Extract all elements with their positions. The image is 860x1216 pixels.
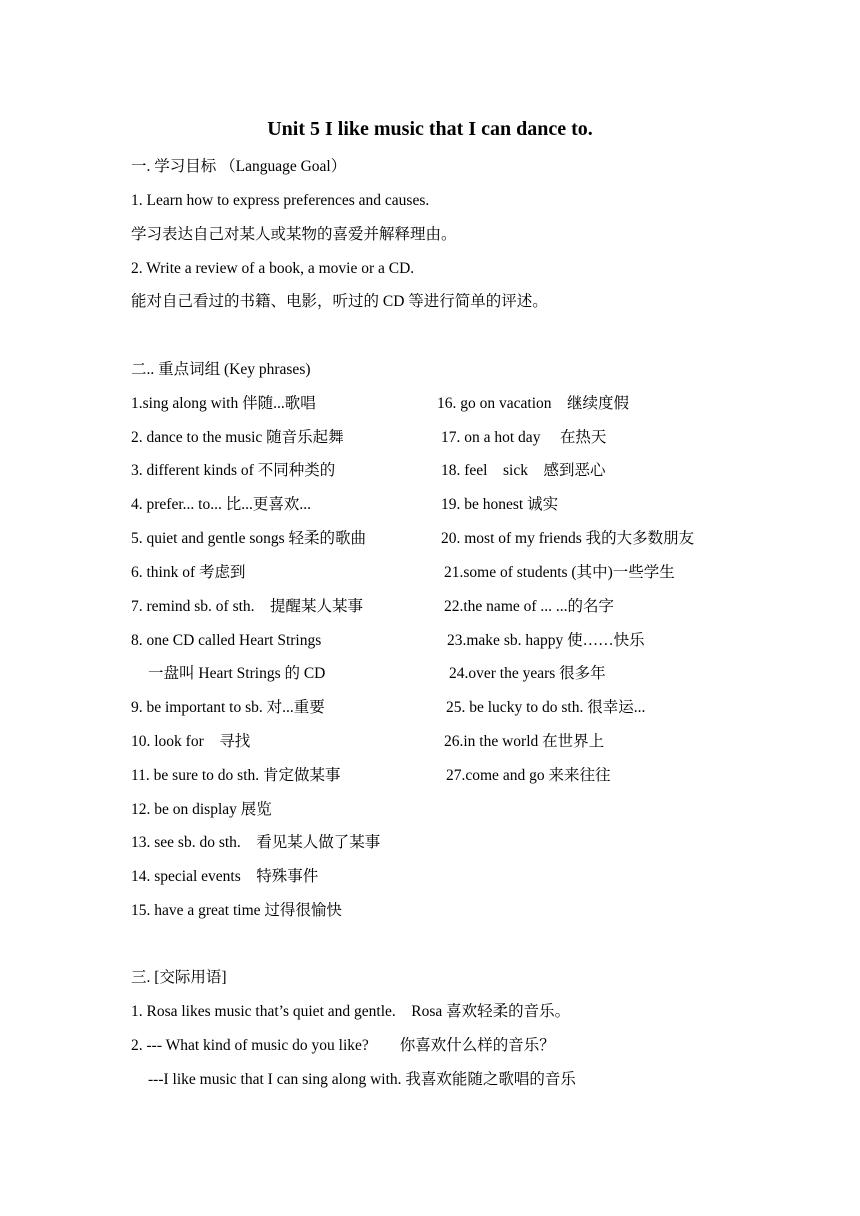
section-1-heading: 一. 学习目标 （Language Goal） xyxy=(131,158,347,175)
phrase-left: 2. dance to the music 随音乐起舞 xyxy=(131,429,344,446)
section-2-heading: 二.. 重点词组 (Key phrases) xyxy=(131,361,311,378)
phrase-left: 10. look for 寻找 xyxy=(131,733,251,750)
goal-line: 2. Write a review of a book, a movie or a CD. xyxy=(131,260,415,277)
phrase-left: 4. prefer... to... 比...更喜欢... xyxy=(131,496,311,513)
phrase-right: 16. go on vacation 继续度假 xyxy=(437,395,630,412)
phrase-right: 18. feel sick 感到恶心 xyxy=(441,462,606,479)
phrase-left: 15. have a great time 过得很愉快 xyxy=(131,902,342,919)
phrase-left: 12. be on display 展览 xyxy=(131,801,272,818)
phrase-right: 26.in the world 在世界上 xyxy=(444,733,605,750)
phrase-left: 11. be sure to do sth. 肯定做某事 xyxy=(131,767,341,784)
phrase-right: 27.come and go 来来往往 xyxy=(446,767,611,784)
goal-line: 1. Learn how to express preferences and causes. xyxy=(131,192,430,209)
phrase-left: 13. see sb. do sth. 看见某人做了某事 xyxy=(131,834,381,851)
dialogue-line: 2. --- What kind of music do you like? 你喜欢什么样的音乐？ xyxy=(131,1037,555,1054)
phrase-right: 21.some of students (其中)一些学生 xyxy=(444,564,675,581)
phrase-left: 9. be important to sb. 对...重要 xyxy=(131,699,325,716)
goal-line: 能对自己看过的书籍、电影，听过的 CD 等进行简单的评述。 xyxy=(131,293,548,310)
phrase-right: 22.the name of ... ...的名字 xyxy=(444,598,615,615)
phrase-left: 3. different kinds of 不同种类的 xyxy=(131,462,336,479)
section-3-heading: 三. [交际用语] xyxy=(131,969,227,986)
phrase-left: 一盘叫 Heart Strings 的 CD xyxy=(148,665,326,682)
phrase-left: 1.sing along with 伴随...歌唱 xyxy=(131,395,316,412)
phrase-left: 8. one CD called Heart Strings xyxy=(131,632,322,649)
dialogue-line: ---I like music that I can sing along with. 我喜欢能随之歌唱的音乐 xyxy=(148,1071,576,1088)
phrase-right: 23.make sb. happy 使……快乐 xyxy=(447,632,645,649)
goal-line: 学习表达自己对某人或某物的喜爱并解释理由。 xyxy=(131,226,457,243)
phrase-right: 24.over the years 很多年 xyxy=(449,665,606,682)
phrase-left: 14. special events 特殊事件 xyxy=(131,868,319,885)
page-title: Unit 5 I like music that I can dance to. xyxy=(267,118,593,140)
phrase-right: 19. be honest 诚实 xyxy=(441,496,559,513)
dialogue-line: 1. Rosa likes music that’s quiet and gentle. Rosa 喜欢轻柔的音乐。 xyxy=(131,1003,571,1020)
phrase-right: 17. on a hot day 在热天 xyxy=(441,429,607,446)
phrase-right: 20. most of my friends 我的大多数朋友 xyxy=(441,530,695,547)
phrase-left: 7. remind sb. of sth. 提醒某人某事 xyxy=(131,598,364,615)
phrase-right: 25. be lucky to do sth. 很幸运... xyxy=(446,699,646,716)
phrase-left: 6. think of 考虑到 xyxy=(131,564,246,581)
phrase-left: 5. quiet and gentle songs 轻柔的歌曲 xyxy=(131,530,367,547)
